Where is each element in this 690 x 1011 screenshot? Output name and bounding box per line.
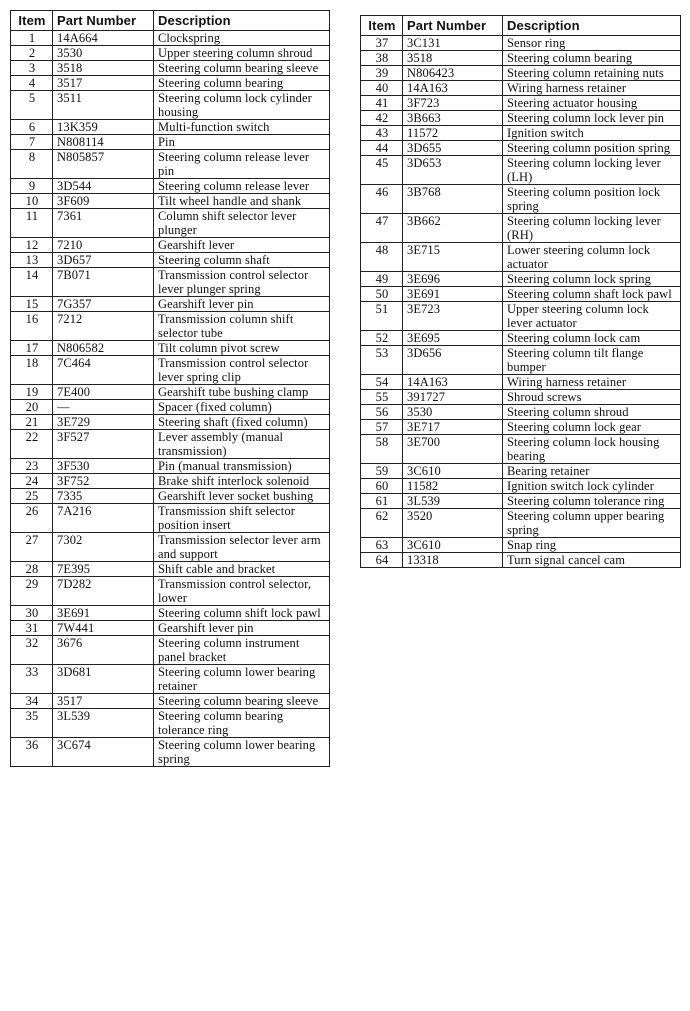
part-number-cell: 7B071: [53, 268, 154, 297]
header-row: [11, 11, 330, 31]
description-cell: Upper steering column shroud: [154, 46, 330, 61]
item-cell: 25: [11, 489, 53, 504]
parts-table-left: [10, 10, 330, 767]
table-row: [361, 66, 681, 81]
table-row: [361, 302, 681, 331]
description-cell: Gearshift lever pin: [154, 621, 330, 636]
table-row: [11, 238, 330, 253]
item-cell: 50: [361, 287, 403, 302]
item-cell: 38: [361, 51, 403, 66]
description-cell: Steering column tilt flange bumper: [503, 346, 681, 375]
part-number-cell: 7302: [53, 533, 154, 562]
table-row: [361, 156, 681, 185]
description-cell: Steering column upper bearing spring: [503, 509, 681, 538]
description-cell: Steering column lower bearing retainer: [154, 665, 330, 694]
parts-table-right: [360, 15, 681, 568]
part-number-cell: N808114: [53, 135, 154, 150]
item-cell: 19: [11, 385, 53, 400]
part-number-cell: 3C610: [403, 464, 503, 479]
description-cell: Gearshift lever: [154, 238, 330, 253]
item-cell: 10: [11, 194, 53, 209]
table-row: [361, 479, 681, 494]
description-cell: Steering column lock gear: [503, 420, 681, 435]
item-cell: 48: [361, 243, 403, 272]
description-cell: Lever assembly (manual transmission): [154, 430, 330, 459]
item-cell: 27: [11, 533, 53, 562]
part-number-cell: 3F527: [53, 430, 154, 459]
part-number-cell: 3511: [53, 91, 154, 120]
part-number-header: Part Number: [53, 11, 154, 31]
item-cell: 37: [361, 36, 403, 51]
part-number-cell: 3D653: [403, 156, 503, 185]
description-cell: Lower steering column lock actuator: [503, 243, 681, 272]
description-cell: Shift cable and bracket: [154, 562, 330, 577]
description-cell: Ignition switch: [503, 126, 681, 141]
description-cell: Transmission control selector lever plunger spring: [154, 268, 330, 297]
table-row: [11, 504, 330, 533]
table-row: [361, 346, 681, 375]
item-cell: 53: [361, 346, 403, 375]
item-cell: 23: [11, 459, 53, 474]
table-row: [361, 111, 681, 126]
description-cell: Steering column bearing sleeve: [154, 61, 330, 76]
description-cell: Steering column lock spring: [503, 272, 681, 287]
item-cell: 1: [11, 31, 53, 46]
description-cell: Multi-function switch: [154, 120, 330, 135]
table-row: [361, 96, 681, 111]
part-number-cell: —: [53, 400, 154, 415]
part-number-cell: 3C674: [53, 738, 154, 767]
part-number-cell: 3B663: [403, 111, 503, 126]
part-number-cell: 3D655: [403, 141, 503, 156]
table-row: [11, 709, 330, 738]
description-cell: Steering actuator housing: [503, 96, 681, 111]
item-cell: 52: [361, 331, 403, 346]
description-cell: Steering column tolerance ring: [503, 494, 681, 509]
table-row: [11, 194, 330, 209]
part-number-cell: 7W441: [53, 621, 154, 636]
table-row: [11, 533, 330, 562]
table-row: [11, 562, 330, 577]
table-row: [361, 494, 681, 509]
part-number-cell: 3E715: [403, 243, 503, 272]
description-cell: Transmission selector lever arm and support: [154, 533, 330, 562]
table-row: [11, 61, 330, 76]
part-number-cell: 391727: [403, 390, 503, 405]
item-cell: 54: [361, 375, 403, 390]
description-cell: Transmission shift selector position insert: [154, 504, 330, 533]
table-row: [11, 738, 330, 767]
description-cell: Steering column lock lever pin: [503, 111, 681, 126]
table-row: [361, 420, 681, 435]
part-number-cell: 3E695: [403, 331, 503, 346]
item-cell: 31: [11, 621, 53, 636]
item-cell: 62: [361, 509, 403, 538]
item-cell: 35: [11, 709, 53, 738]
table-row: [11, 459, 330, 474]
header-row: [361, 16, 681, 36]
item-cell: 15: [11, 297, 53, 312]
table-row: [11, 430, 330, 459]
table-row: [361, 81, 681, 96]
table-row: [11, 179, 330, 194]
table-row: [361, 141, 681, 156]
item-cell: 17: [11, 341, 53, 356]
table-row: [11, 341, 330, 356]
table-row: [361, 214, 681, 243]
description-cell: Steering column shift lock pawl: [154, 606, 330, 621]
item-cell: 56: [361, 405, 403, 420]
description-cell: Brake shift interlock solenoid: [154, 474, 330, 489]
part-number-cell: 3530: [53, 46, 154, 61]
item-cell: 24: [11, 474, 53, 489]
item-cell: 28: [11, 562, 53, 577]
table-row: [11, 31, 330, 46]
description-cell: Tilt column pivot screw: [154, 341, 330, 356]
description-cell: Wiring harness retainer: [503, 375, 681, 390]
item-cell: 26: [11, 504, 53, 533]
table-row: [361, 126, 681, 141]
table-row: [361, 553, 681, 568]
part-number-cell: 3520: [403, 509, 503, 538]
item-cell: 11: [11, 209, 53, 238]
item-header: Item: [361, 16, 403, 36]
description-cell: Steering column bearing: [503, 51, 681, 66]
description-cell: Pin (manual transmission): [154, 459, 330, 474]
description-cell: Steering column bearing: [154, 76, 330, 91]
table-row: [361, 538, 681, 553]
part-number-cell: 3D544: [53, 179, 154, 194]
item-cell: 22: [11, 430, 53, 459]
table-row: [11, 621, 330, 636]
part-number-cell: 13K359: [53, 120, 154, 135]
item-cell: 39: [361, 66, 403, 81]
table-row: [11, 606, 330, 621]
item-cell: 61: [361, 494, 403, 509]
table-row: [361, 272, 681, 287]
item-cell: 32: [11, 636, 53, 665]
item-cell: 55: [361, 390, 403, 405]
part-number-cell: 7A216: [53, 504, 154, 533]
part-number-cell: 14A163: [403, 375, 503, 390]
item-cell: 29: [11, 577, 53, 606]
description-cell: Transmission control selector lever spring clip: [154, 356, 330, 385]
item-cell: 47: [361, 214, 403, 243]
description-cell: Upper steering column lock lever actuator: [503, 302, 681, 331]
table-row: [11, 150, 330, 179]
part-number-cell: 3F723: [403, 96, 503, 111]
description-cell: Transmission column shift selector tube: [154, 312, 330, 341]
description-cell: Bearing retainer: [503, 464, 681, 479]
table-row: [11, 46, 330, 61]
item-cell: 64: [361, 553, 403, 568]
part-number-cell: 7212: [53, 312, 154, 341]
description-cell: Steering column shaft lock pawl: [503, 287, 681, 302]
item-cell: 21: [11, 415, 53, 430]
part-number-cell: 14A664: [53, 31, 154, 46]
description-cell: Steering column bearing sleeve: [154, 694, 330, 709]
table-row: [11, 665, 330, 694]
part-number-cell: 3D657: [53, 253, 154, 268]
item-cell: 58: [361, 435, 403, 464]
table-row: [361, 464, 681, 479]
part-number-cell: 7C464: [53, 356, 154, 385]
item-cell: 46: [361, 185, 403, 214]
part-number-cell: 3D656: [403, 346, 503, 375]
item-cell: 59: [361, 464, 403, 479]
part-number-cell: 3D681: [53, 665, 154, 694]
description-cell: Transmission control selector, lower: [154, 577, 330, 606]
part-number-cell: 3E696: [403, 272, 503, 287]
part-number-cell: 3F530: [53, 459, 154, 474]
table-row: [361, 331, 681, 346]
item-cell: 43: [361, 126, 403, 141]
item-cell: 30: [11, 606, 53, 621]
item-cell: 3: [11, 61, 53, 76]
part-number-cell: 3C131: [403, 36, 503, 51]
table-row: [11, 312, 330, 341]
part-number-cell: 7361: [53, 209, 154, 238]
table-row: [11, 356, 330, 385]
table-row: [361, 390, 681, 405]
table-row: [11, 577, 330, 606]
part-number-cell: 14A163: [403, 81, 503, 96]
part-number-cell: 3E723: [403, 302, 503, 331]
table-row: [11, 120, 330, 135]
part-number-header: Part Number: [403, 16, 503, 36]
part-number-cell: N805857: [53, 150, 154, 179]
table-row: [361, 405, 681, 420]
table-row: [361, 51, 681, 66]
item-cell: 40: [361, 81, 403, 96]
description-cell: Steering column shroud: [503, 405, 681, 420]
description-cell: Steering column lock housing bearing: [503, 435, 681, 464]
table-row: [11, 253, 330, 268]
part-number-cell: 3530: [403, 405, 503, 420]
description-cell: Steering column retaining nuts: [503, 66, 681, 81]
part-number-cell: 3518: [403, 51, 503, 66]
part-number-cell: 3L539: [403, 494, 503, 509]
item-cell: 9: [11, 179, 53, 194]
description-cell: Spacer (fixed column): [154, 400, 330, 415]
description-cell: Steering column instrument panel bracket: [154, 636, 330, 665]
item-cell: 4: [11, 76, 53, 91]
item-cell: 14: [11, 268, 53, 297]
table-row: [11, 415, 330, 430]
item-cell: 12: [11, 238, 53, 253]
description-cell: Gearshift lever socket bushing: [154, 489, 330, 504]
item-cell: 34: [11, 694, 53, 709]
description-header: Description: [503, 16, 681, 36]
item-cell: 5: [11, 91, 53, 120]
description-cell: Steering column position spring: [503, 141, 681, 156]
item-cell: 44: [361, 141, 403, 156]
part-number-cell: 3676: [53, 636, 154, 665]
item-cell: 13: [11, 253, 53, 268]
table-row: [11, 636, 330, 665]
item-cell: 6: [11, 120, 53, 135]
item-cell: 57: [361, 420, 403, 435]
part-number-cell: 3E691: [53, 606, 154, 621]
part-number-cell: 3E717: [403, 420, 503, 435]
description-cell: Steering column lock cam: [503, 331, 681, 346]
part-number-cell: 7210: [53, 238, 154, 253]
part-number-cell: 3E729: [53, 415, 154, 430]
item-cell: 16: [11, 312, 53, 341]
description-cell: Steering column release lever: [154, 179, 330, 194]
description-cell: Wiring harness retainer: [503, 81, 681, 96]
table-row: [11, 268, 330, 297]
item-cell: 49: [361, 272, 403, 287]
table-row: [361, 375, 681, 390]
part-number-cell: 7E395: [53, 562, 154, 577]
part-number-cell: 3F609: [53, 194, 154, 209]
part-number-cell: 7E400: [53, 385, 154, 400]
part-number-cell: 3L539: [53, 709, 154, 738]
table-row: [11, 297, 330, 312]
part-number-cell: 3B662: [403, 214, 503, 243]
table-row: [11, 474, 330, 489]
part-number-cell: 13318: [403, 553, 503, 568]
description-cell: Gearshift tube bushing clamp: [154, 385, 330, 400]
description-cell: Steering column locking lever (RH): [503, 214, 681, 243]
part-number-cell: N806423: [403, 66, 503, 81]
part-number-cell: 3B768: [403, 185, 503, 214]
part-number-cell: 11582: [403, 479, 503, 494]
description-cell: Steering column shaft: [154, 253, 330, 268]
part-number-cell: 3517: [53, 694, 154, 709]
part-number-cell: 3518: [53, 61, 154, 76]
description-cell: Steering column lower bearing spring: [154, 738, 330, 767]
description-cell: Turn signal cancel cam: [503, 553, 681, 568]
table-row: [361, 36, 681, 51]
item-cell: 42: [361, 111, 403, 126]
item-cell: 51: [361, 302, 403, 331]
part-number-cell: 3C610: [403, 538, 503, 553]
table-row: [11, 694, 330, 709]
table-row: [361, 509, 681, 538]
description-cell: Column shift selector lever plunger: [154, 209, 330, 238]
item-cell: 8: [11, 150, 53, 179]
item-cell: 41: [361, 96, 403, 111]
description-cell: Pin: [154, 135, 330, 150]
part-number-cell: 7G357: [53, 297, 154, 312]
table-row: [361, 435, 681, 464]
description-cell: Steering column position lock spring: [503, 185, 681, 214]
item-cell: 60: [361, 479, 403, 494]
description-cell: Tilt wheel handle and shank: [154, 194, 330, 209]
description-cell: Sensor ring: [503, 36, 681, 51]
table-row: [361, 185, 681, 214]
part-number-cell: 11572: [403, 126, 503, 141]
table-row: [361, 287, 681, 302]
table-row: [11, 489, 330, 504]
description-cell: Shroud screws: [503, 390, 681, 405]
item-cell: 18: [11, 356, 53, 385]
description-cell: Steering column release lever pin: [154, 150, 330, 179]
item-cell: 45: [361, 156, 403, 185]
item-header: Item: [11, 11, 53, 31]
description-cell: Steering column lock cylinder housing: [154, 91, 330, 120]
table-row: [11, 385, 330, 400]
description-header: Description: [154, 11, 330, 31]
table-row: [11, 209, 330, 238]
table-row: [11, 135, 330, 150]
part-number-cell: 3F752: [53, 474, 154, 489]
table-row: [11, 91, 330, 120]
item-cell: 36: [11, 738, 53, 767]
item-cell: 63: [361, 538, 403, 553]
table-row: [11, 76, 330, 91]
item-cell: 20: [11, 400, 53, 415]
part-number-cell: N806582: [53, 341, 154, 356]
description-cell: Steering column locking lever (LH): [503, 156, 681, 185]
part-number-cell: 7335: [53, 489, 154, 504]
item-cell: 7: [11, 135, 53, 150]
table-row: [11, 400, 330, 415]
item-cell: 33: [11, 665, 53, 694]
description-cell: Snap ring: [503, 538, 681, 553]
description-cell: Gearshift lever pin: [154, 297, 330, 312]
description-cell: Clockspring: [154, 31, 330, 46]
description-cell: Steering column bearing tolerance ring: [154, 709, 330, 738]
part-number-cell: 7D282: [53, 577, 154, 606]
description-cell: Steering shaft (fixed column): [154, 415, 330, 430]
part-number-cell: 3E691: [403, 287, 503, 302]
table-row: [361, 243, 681, 272]
item-cell: 2: [11, 46, 53, 61]
part-number-cell: 3517: [53, 76, 154, 91]
part-number-cell: 3E700: [403, 435, 503, 464]
description-cell: Ignition switch lock cylinder: [503, 479, 681, 494]
